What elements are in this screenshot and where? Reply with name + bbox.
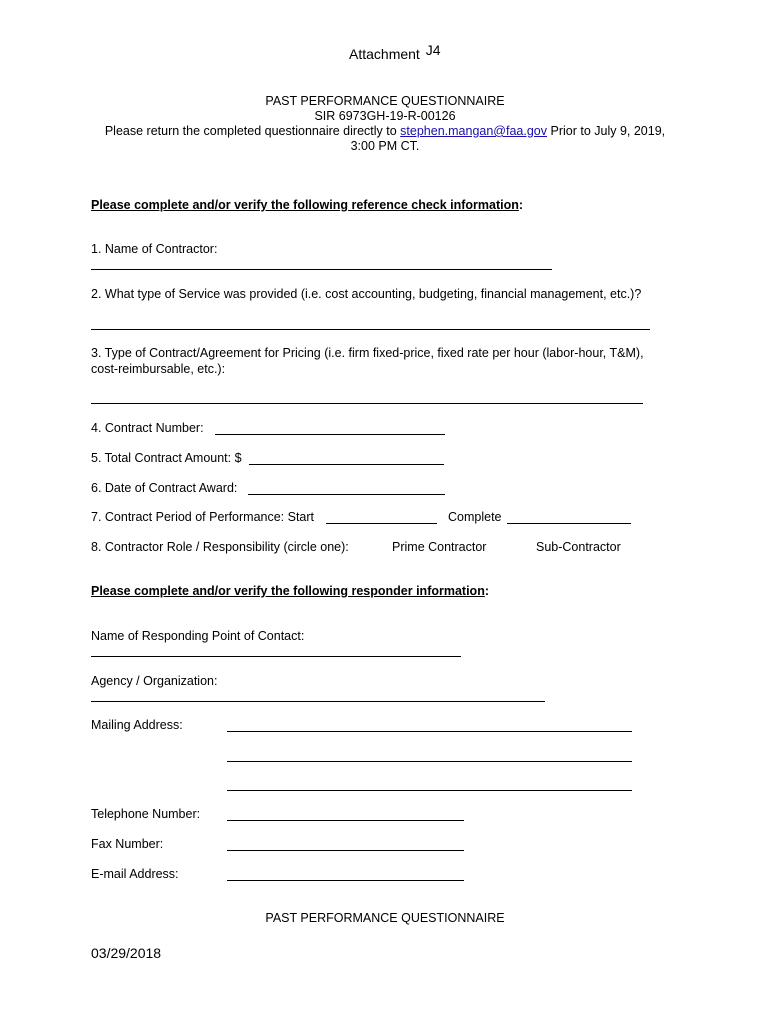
reference-heading-text: Please complete and/or verify the following reference check information <box>91 198 519 212</box>
mailing-address-label: Mailing Address: <box>91 718 183 732</box>
fax-label: Fax Number: <box>91 837 164 851</box>
question-1-label: 1. Name of Contractor: <box>91 242 218 256</box>
attachment-title <box>349 42 441 62</box>
question-2-label: 2. What type of Service was provided (i.e. cost accounting, budgeting, financial management, etc.)? <box>91 287 642 301</box>
question-3-label-line2: cost-reimbursable, etc.): <box>91 362 226 376</box>
question-7-label: 7. Contract Period of Performance: Start <box>91 510 315 524</box>
telephone-field[interactable] <box>227 820 464 821</box>
return-time: 3:00 PM CT. <box>350 139 420 153</box>
document-title: PAST PERFORMANCE QUESTIONNAIRE <box>265 94 505 108</box>
mailing-address-line-2[interactable] <box>227 761 632 762</box>
question-3-label-line1: 3. Type of Contract/Agreement for Pricing (i.e. firm fixed-price, fixed rate per hour (labor-hour, T&M), <box>91 346 644 360</box>
contract-number-field[interactable] <box>215 434 445 435</box>
contract-amount-field[interactable] <box>249 464 444 465</box>
question-8-label: 8. Contractor Role / Responsibility (circle one): <box>91 540 349 554</box>
return-suffix: Prior to July 9, 2019, <box>550 124 666 138</box>
award-date-field[interactable] <box>248 494 445 495</box>
question-4-label: 4. Contract Number: <box>91 421 204 435</box>
reference-heading-colon: : <box>518 198 524 212</box>
period-complete-label: Complete <box>448 510 502 524</box>
agency-field[interactable] <box>91 701 545 702</box>
responder-heading-colon: : <box>484 584 489 598</box>
email-label: E-mail Address: <box>91 867 179 881</box>
telephone-label: Telephone Number: <box>91 807 201 821</box>
poc-label: Name of Responding Point of Contact: <box>91 629 305 643</box>
return-instructions <box>0 124 770 138</box>
footer-title: PAST PERFORMANCE QUESTIONNAIRE <box>265 911 505 925</box>
reference-section-heading <box>91 198 523 212</box>
responder-heading-text: Please complete and/or verify the following responder information <box>91 584 485 598</box>
mailing-address-line-3[interactable] <box>227 790 632 791</box>
responder-section-heading <box>91 584 489 598</box>
agency-label: Agency / Organization: <box>91 674 218 688</box>
period-complete-field[interactable] <box>507 523 631 524</box>
sub-contractor-option[interactable]: Sub-Contractor <box>536 540 621 554</box>
question-6-label: 6. Date of Contract Award: <box>91 481 238 495</box>
mailing-address-line-1[interactable] <box>227 731 632 732</box>
email-field[interactable] <box>227 880 464 881</box>
question-5-label: 5. Total Contract Amount: $ <box>91 451 242 465</box>
contract-type-field[interactable] <box>91 403 643 404</box>
prime-contractor-option[interactable]: Prime Contractor <box>392 540 487 554</box>
contractor-name-field[interactable] <box>91 269 552 270</box>
sir-number: SIR 6973GH-19-R-00126 <box>314 109 456 123</box>
footer-date: 03/29/2018 <box>91 945 162 961</box>
attachment-id: J4 <box>425 42 441 58</box>
return-email-link[interactable]: stephen.mangan@faa.gov <box>400 124 547 138</box>
attachment-label: Attachment <box>349 46 420 62</box>
return-prefix: Please return the completed questionnaire directly to <box>104 124 397 138</box>
poc-field[interactable] <box>91 656 461 657</box>
period-start-field[interactable] <box>326 523 437 524</box>
fax-field[interactable] <box>227 850 464 851</box>
service-type-field[interactable] <box>91 329 650 330</box>
